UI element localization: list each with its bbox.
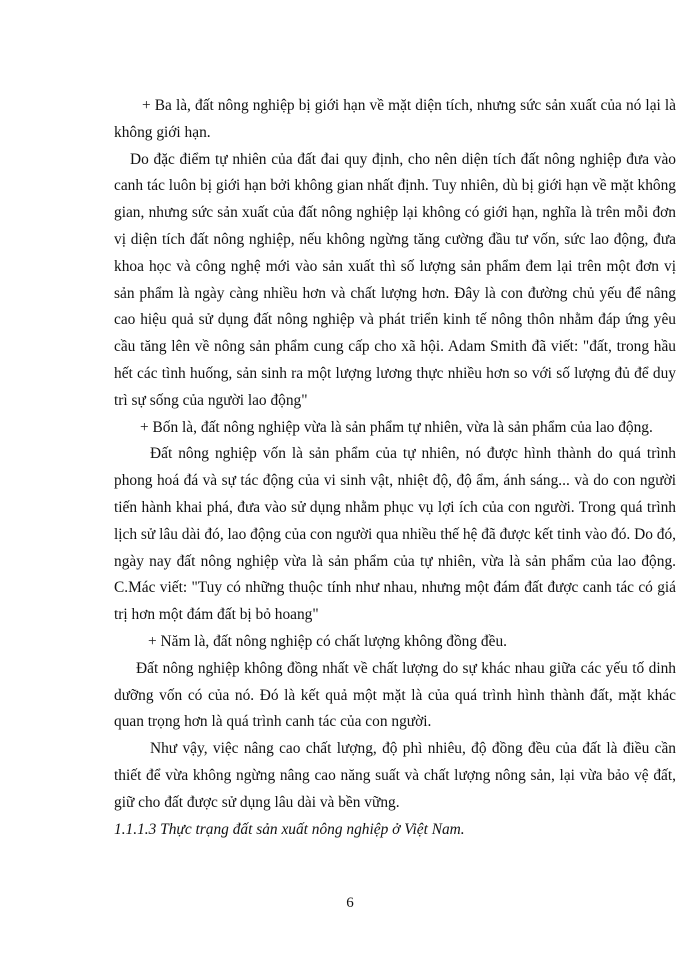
section-heading: 1.1.1.3 Thực trạng đất sản xuất nông nghiệp ở Việt Nam. [114,820,465,838]
paragraph-point-five-detail: Đất nông nghiệp không đồng nhất về chất lượng do sự khác nhau giữa các yếu tố dinh dưỡng vốn có của nó. Đó là kết quả một mặt là của quá trình hình thành đất, mặt khác quan trọng hơn là quá trình canh tác của con người. [114,659,676,731]
paragraph-point-four-detail: Đất nông nghiệp vốn là sản phẩm của tự nhiên, nó được hình thành do quá trình phong hoá đá và sự tác động của vi sinh vật, nhiệt độ, độ ẩm, ánh sáng... và do con người tiến hành khai phá, đưa vào sử dụng nhằm phục vụ lợi ích của con người. Trong quá trình lịch sử lâu dài đó, lao động của con người qua nhiều thế hệ đã được kết tinh vào đó. Do đó, ngày nay đất nông nghiệp vừa là sản phẩm của tự nhiên, vừa là sản phẩm của lao động. C.Mác viết: "Tuy có những thuộc tính như nhau, nhưng một đám đất được canh tác có giá trị hơn một đám đất bị bỏ hoang" [114,445,676,624]
paragraph-point-five: + Năm là, đất nông nghiệp có chất lượng không đồng đều. [148,632,507,650]
paragraph-point-three-detail: Do đặc điểm tự nhiên của đất đai quy định, cho nên diện tích đất nông nghiệp đưa vào canh tác luôn bị giới hạn bởi không gian nhất định. Tuy nhiên, dù bị giới hạn về mặt không gian, nhưng sức sản xuất của đất nông nghiệp lại không có giới hạn, nghĩa là trên mỗi đơn vị diện tích đất nông nghiệp, nếu không ngừng tăng cường đầu tư vốn, sức lao động, đưa khoa học và công nghệ mới vào sản xuất thì số lượng sản phẩm đem lại trên một đơn vị sản phẩm là ngày càng nhiều hơn và chất lượng hơn. Đây là con đường chủ yếu để nâng cao hiệu quả sử dụng đất nông nghiệp và phát triển kinh tế nông thôn nhằm đáp ứng yêu cầu tăng lên về nông sản phẩm cung cấp cho xã hội. Adam Smith đã viết: "đất, trong hầu hết các tình huống, sản sinh ra một lượng lương thực nhiều hơn so với số lượng đủ để duy trì sự sống của người lao động" [114,150,676,409]
page-number: 6 [346,895,354,911]
paragraph-conclusion: Như vậy, việc nâng cao chất lượng, độ phì nhiêu, độ đồng đều của đất là điều cần thiết để vừa không ngừng nâng cao năng suất và chất lượng nông sản, lại vừa bảo vệ đất, giữ cho đất được sử dụng lâu dài và bền vững. [114,740,676,811]
paragraph-point-four: + Bốn là, đất nông nghiệp vừa là sản phẩm tự nhiên, vừa là sản phẩm của lao động. [140,418,653,436]
page-body [114,93,676,843]
paragraph-point-three: + Ba là, đất nông nghiệp bị giới hạn về mặt diện tích, nhưng sức sản xuất của nó lại là không giới hạn. [114,97,676,141]
